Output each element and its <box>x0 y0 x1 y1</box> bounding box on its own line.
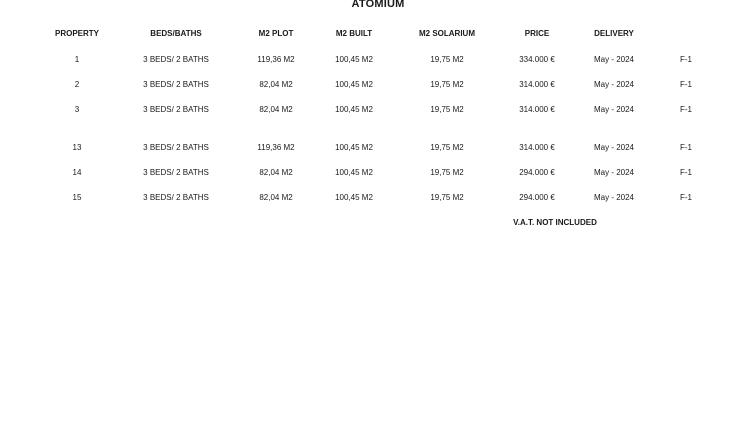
cell-delivery: May - 2024 <box>593 168 635 177</box>
cell-delivery: May - 2024 <box>593 143 635 152</box>
cell-m2-plot: 119,36 M2 <box>257 143 295 152</box>
table-row <box>0 80 756 92</box>
cell-m2-plot: 82,04 M2 <box>259 105 293 114</box>
cell-m2-solarium: 19,75 M2 <box>430 143 464 152</box>
vat-note: V.A.T. NOT INCLUDED <box>513 218 597 227</box>
cell-property: 14 <box>72 168 82 177</box>
cell-m2-plot: 82,04 M2 <box>259 168 293 177</box>
cell-code: F-1 <box>680 168 692 177</box>
header-beds-baths: BEDS/BATHS <box>150 29 202 38</box>
cell-m2-built: 100,45 M2 <box>335 193 373 202</box>
header-delivery: DELIVERY <box>594 29 634 38</box>
cell-price: 294.000 € <box>519 193 555 202</box>
table-row <box>0 143 756 155</box>
cell-m2-built: 100,45 M2 <box>335 55 373 64</box>
table-row <box>0 193 756 205</box>
cell-property: 13 <box>72 143 82 152</box>
cell-delivery: May - 2024 <box>593 80 635 89</box>
cell-beds-baths: 3 BEDS/ 2 BATHS <box>143 143 209 152</box>
cell-m2-solarium: 19,75 M2 <box>430 80 464 89</box>
cell-m2-built: 100,45 M2 <box>335 105 373 114</box>
cell-beds-baths: 3 BEDS/ 2 BATHS <box>143 80 209 89</box>
cell-m2-solarium: 19,75 M2 <box>430 168 464 177</box>
cell-price: 314.000 € <box>519 105 555 114</box>
cell-property: 3 <box>74 105 80 114</box>
cell-delivery: May - 2024 <box>593 105 635 114</box>
cell-beds-baths: 3 BEDS/ 2 BATHS <box>143 105 209 114</box>
cell-beds-baths: 3 BEDS/ 2 BATHS <box>143 55 209 64</box>
cell-price: 314.000 € <box>519 143 555 152</box>
cell-m2-built: 100,45 M2 <box>335 168 373 177</box>
cell-m2-plot: 119,36 M2 <box>257 55 295 64</box>
cell-m2-built: 100,45 M2 <box>335 80 373 89</box>
cell-delivery: May - 2024 <box>593 55 635 64</box>
cell-code: F-1 <box>680 143 692 152</box>
header-m2-solarium: M2 SOLARIUM <box>419 29 475 38</box>
header-m2-plot: M2 PLOT <box>258 29 294 38</box>
cell-delivery: May - 2024 <box>593 193 635 202</box>
cell-property: 2 <box>74 80 80 89</box>
table-row <box>0 55 756 67</box>
page-title: ATOMIUM <box>351 0 405 10</box>
table-row <box>0 105 756 117</box>
table-header <box>0 29 756 41</box>
cell-code: F-1 <box>680 105 692 114</box>
header-m2-built: M2 BUILT <box>335 29 373 38</box>
cell-code: F-1 <box>680 55 692 64</box>
cell-property: 1 <box>74 55 80 64</box>
table-row <box>0 168 756 180</box>
cell-m2-solarium: 19,75 M2 <box>430 55 464 64</box>
cell-property: 15 <box>72 193 82 202</box>
cell-m2-solarium: 19,75 M2 <box>430 193 464 202</box>
cell-beds-baths: 3 BEDS/ 2 BATHS <box>143 168 209 177</box>
cell-m2-plot: 82,04 M2 <box>259 193 293 202</box>
cell-code: F-1 <box>680 80 692 89</box>
cell-beds-baths: 3 BEDS/ 2 BATHS <box>143 193 209 202</box>
header-property: PROPERTY <box>54 29 100 38</box>
cell-price: 314.000 € <box>519 80 555 89</box>
header-price: PRICE <box>524 29 550 38</box>
cell-price: 294.000 € <box>519 168 555 177</box>
cell-code: F-1 <box>680 193 692 202</box>
cell-m2-built: 100,45 M2 <box>335 143 373 152</box>
cell-m2-solarium: 19,75 M2 <box>430 105 464 114</box>
cell-m2-plot: 82,04 M2 <box>259 80 293 89</box>
cell-price: 334.000 € <box>519 55 555 64</box>
